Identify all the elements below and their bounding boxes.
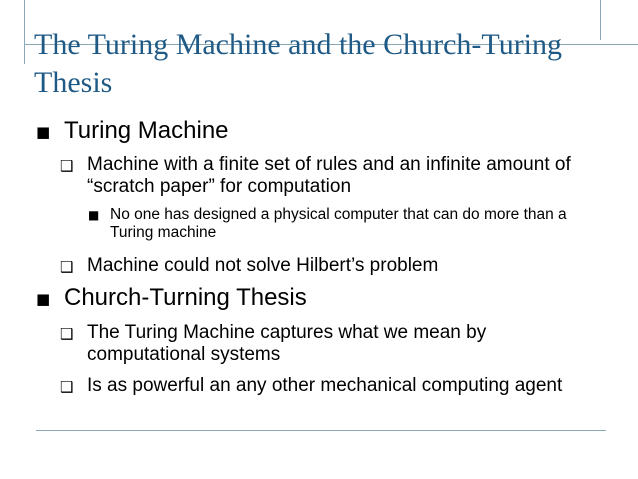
bullet-text: Church-Turning Thesis [64,284,307,311]
footer-rule [36,430,606,431]
hollow-square-bullet-icon: ❑ [60,157,74,175]
hollow-square-bullet-icon: ❑ [60,378,74,396]
hollow-square-bullet-icon: ❑ [60,258,74,276]
bullet-text: Turing Machine [64,117,229,144]
hollow-square-bullet-icon: ❑ [60,325,74,343]
bullet-text: The Turing Machine captures what we mean by computational systems [87,322,487,365]
filled-square-bullet-icon: ■ [36,290,51,308]
bullet-text: Is as powerful an any other mechanical computing agent [87,375,563,396]
filled-square-bullet-icon: ■ [88,208,100,222]
bullet-text: Machine could not solve Hilbert’s problem [87,255,439,276]
title-left-rule [24,0,25,64]
filled-square-bullet-icon: ■ [36,123,51,141]
bullet-text: Machine with a finite set of rules and an infinite amount of “scratch paper” for computation [87,154,571,197]
slide-title: The Turing Machine and the Church-Turing Thesis [34,28,563,99]
title-right-rule [600,0,601,40]
bullet-text: No one has designed a physical computer that can do more than a Turing machine [110,206,567,241]
